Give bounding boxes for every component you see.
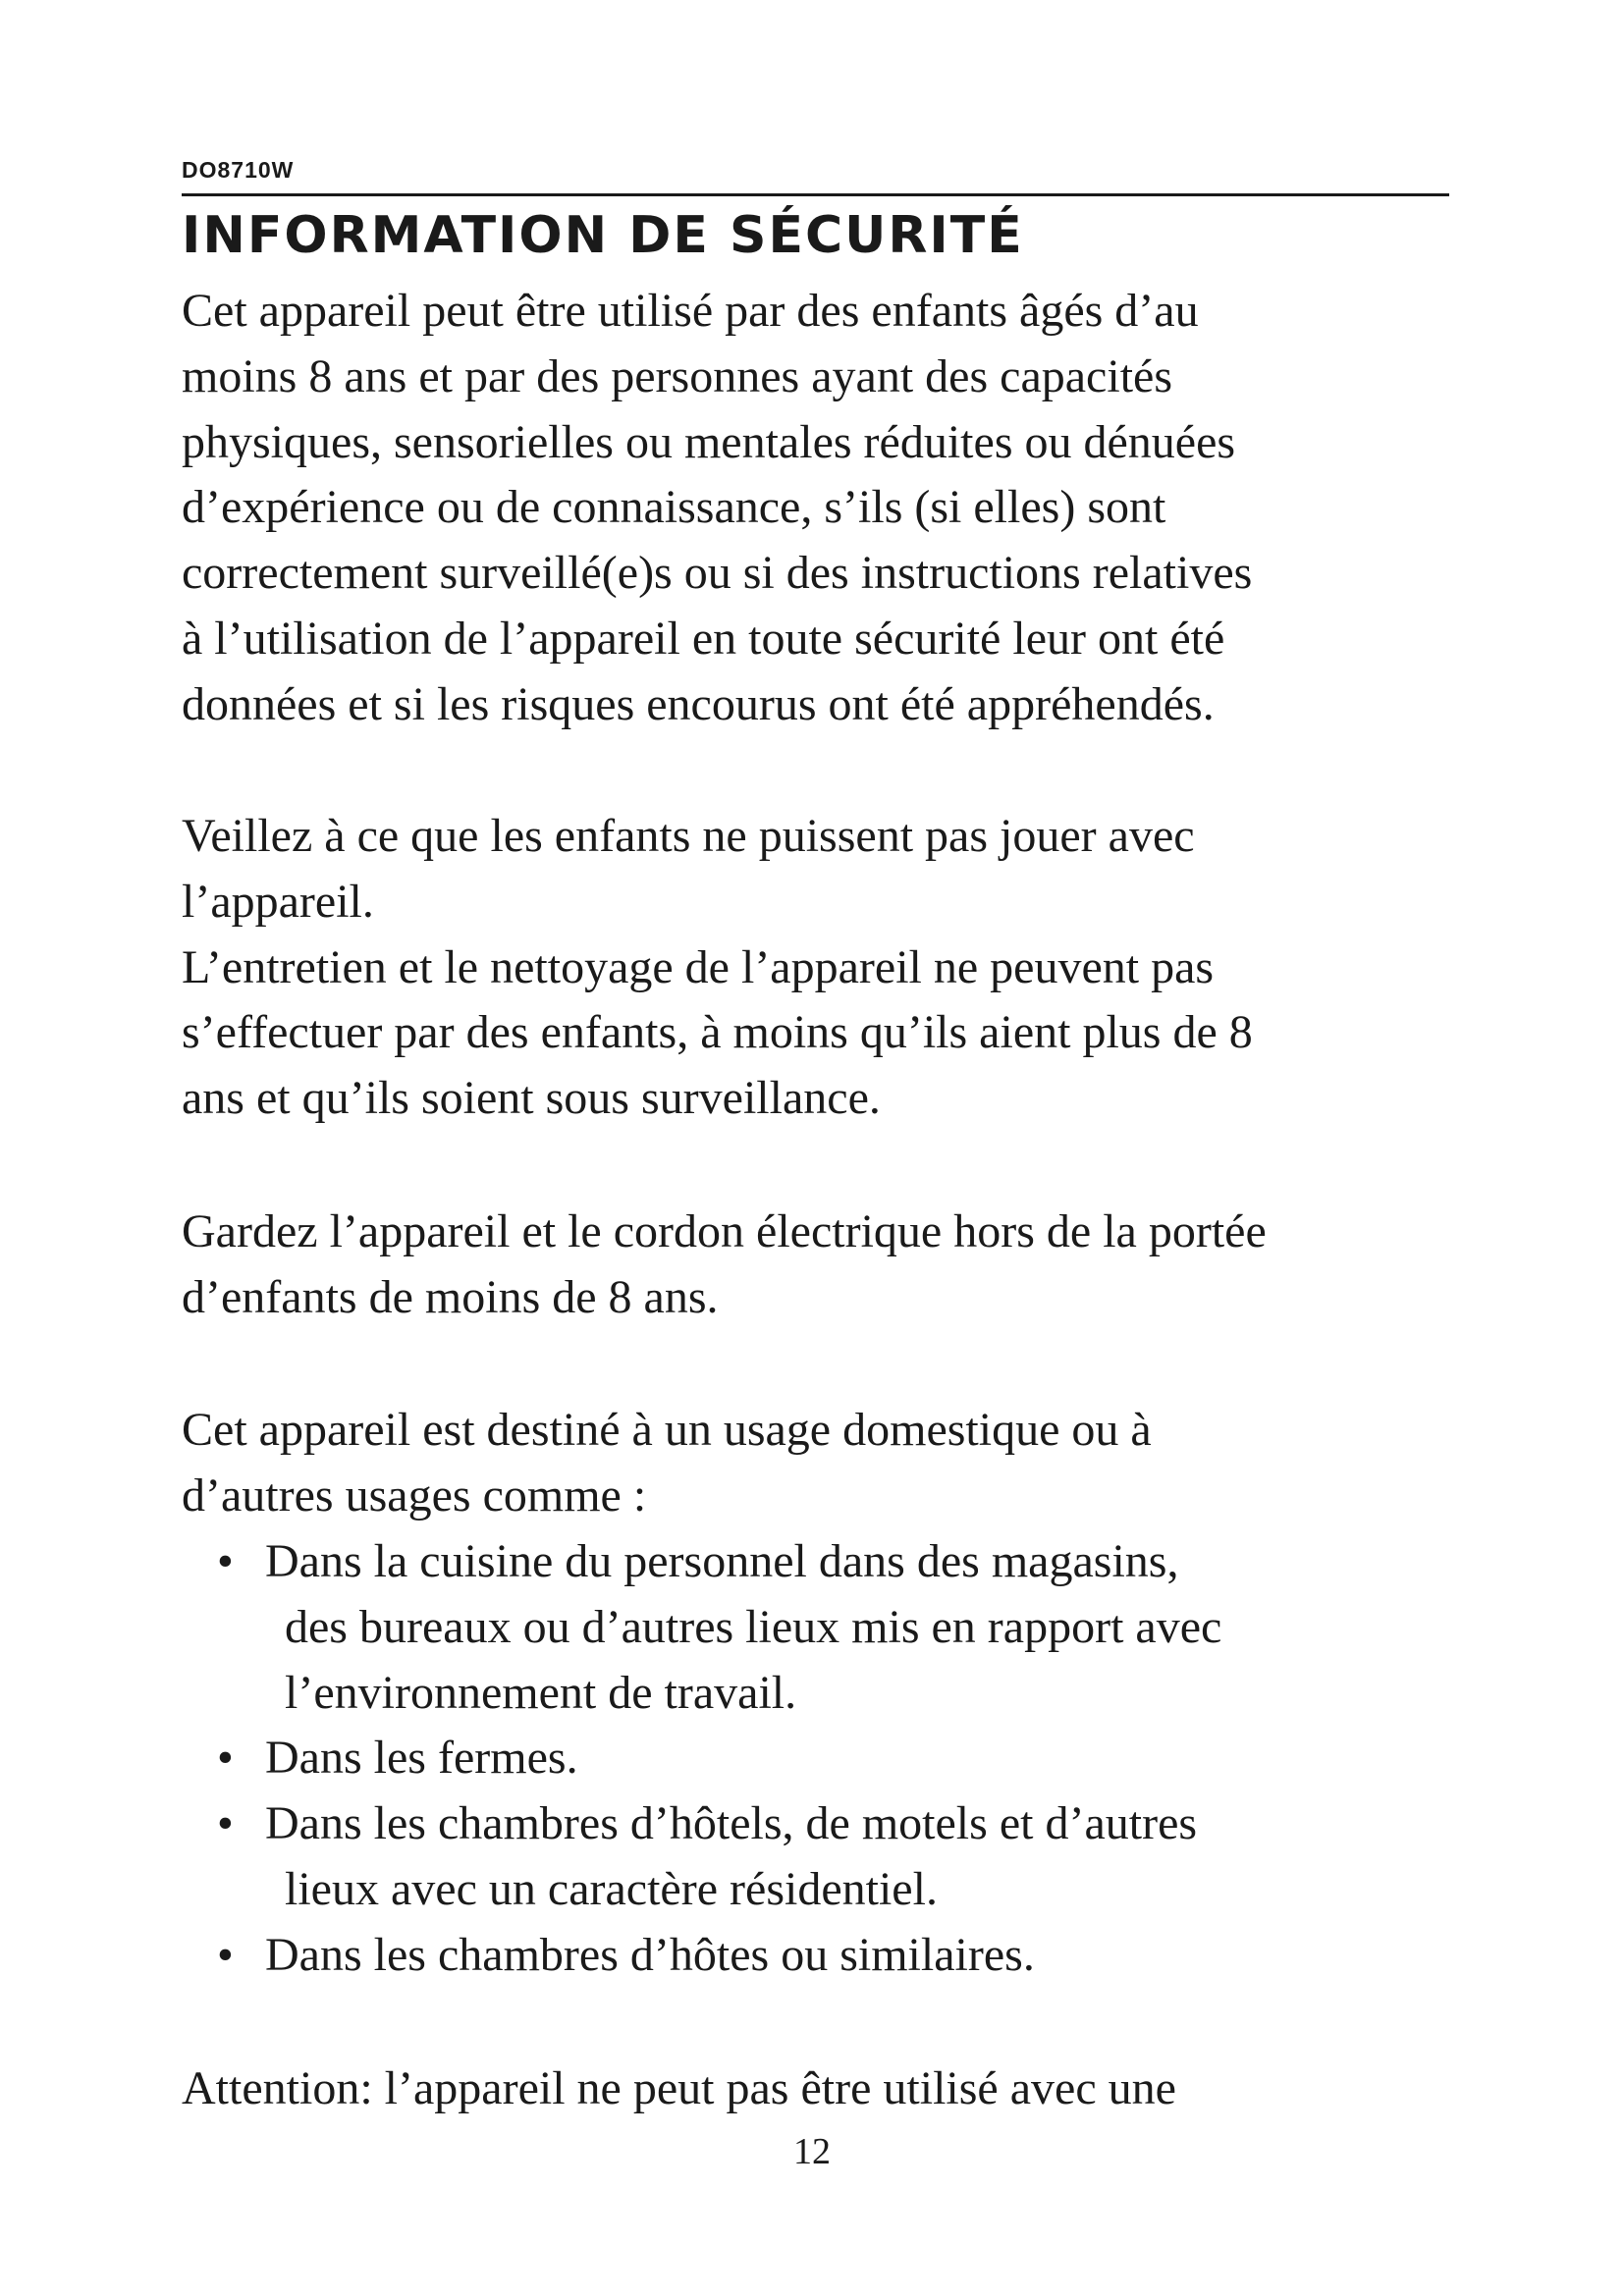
list-item-continuation: des bureaux ou d’autres lieux mis en rapport avec xyxy=(285,1600,1222,1653)
text-line: correctement surveillé(e)s ou si des instructions relatives xyxy=(182,547,1253,600)
text-line: d’expérience ou de connaissance, s’ils (si elles) sont xyxy=(182,481,1166,534)
text-line: Cet appareil peut être utilisé par des enfants âgés d’au xyxy=(182,285,1199,337)
paragraph-intended-use xyxy=(182,1398,1458,1529)
text-line: ans et qu’ils soient sous surveillance. xyxy=(182,1072,881,1125)
page-number: 12 xyxy=(793,2131,831,2172)
paragraph-child-safety xyxy=(182,279,1458,738)
list-item xyxy=(182,1529,1458,1595)
list-item xyxy=(182,1791,1458,1857)
list-item-text: Dans les chambres d’hôtes ou similaires. xyxy=(265,1928,1035,1981)
list-item xyxy=(182,1726,1458,1791)
text-line: à l’utilisation de l’appareil en toute sécurité leur ont été xyxy=(182,612,1225,665)
section-heading: INFORMATION DE SÉCURITÉ xyxy=(182,206,1024,265)
list-item-continuation: l’environnement de travail. xyxy=(285,1666,797,1719)
model-number: DO8710W xyxy=(182,157,295,183)
bullet-icon: • xyxy=(217,1732,234,1785)
text-line: données et si les risques encourus ont été appréhendés. xyxy=(182,677,1215,730)
text-line: L’entretien et le nettoyage de l’appareil ne peuvent pas xyxy=(182,940,1215,993)
usage-list xyxy=(182,1529,1458,1989)
list-item-text: Dans les chambres d’hôtels, de motels et d’autres xyxy=(265,1797,1198,1850)
bullet-icon: • xyxy=(217,1535,234,1587)
text-line: s’effectuer par des enfants, à moins qu’ils aient plus de 8 xyxy=(182,1006,1253,1059)
paragraph-attention xyxy=(182,2056,1458,2122)
text-line: d’enfants de moins de 8 ans. xyxy=(182,1270,719,1323)
text-line: Cet appareil est destiné à un usage domestique ou à xyxy=(182,1404,1152,1456)
list-item-text: Dans la cuisine du personnel dans des magasins, xyxy=(265,1535,1179,1587)
bullet-icon: • xyxy=(217,1928,234,1981)
list-item-text: Dans les fermes. xyxy=(265,1732,578,1785)
list-item xyxy=(182,1923,1458,1989)
text-line: moins 8 ans et par des personnes ayant des capacités xyxy=(182,349,1173,402)
bullet-icon: • xyxy=(217,1797,234,1850)
text-line: Veillez à ce que les enfants ne puissent pas jouer avec xyxy=(182,810,1195,862)
list-item-continuation: lieux avec un caractère résidentiel. xyxy=(285,1862,938,1915)
text-line: Gardez l’appareil et le cordon électrique hors de la portée xyxy=(182,1205,1267,1257)
text-line: Attention: l’appareil ne peut pas être utilisé avec une xyxy=(182,2062,1176,2114)
text-line: physiques, sensorielles ou mentales réduites ou dénuées xyxy=(182,415,1236,468)
text-line: l’appareil. xyxy=(182,875,374,928)
header-divider xyxy=(182,193,1449,196)
text-line: d’autres usages comme : xyxy=(182,1468,647,1522)
paragraph-cord xyxy=(182,1200,1458,1331)
paragraph-supervision xyxy=(182,804,1458,1132)
